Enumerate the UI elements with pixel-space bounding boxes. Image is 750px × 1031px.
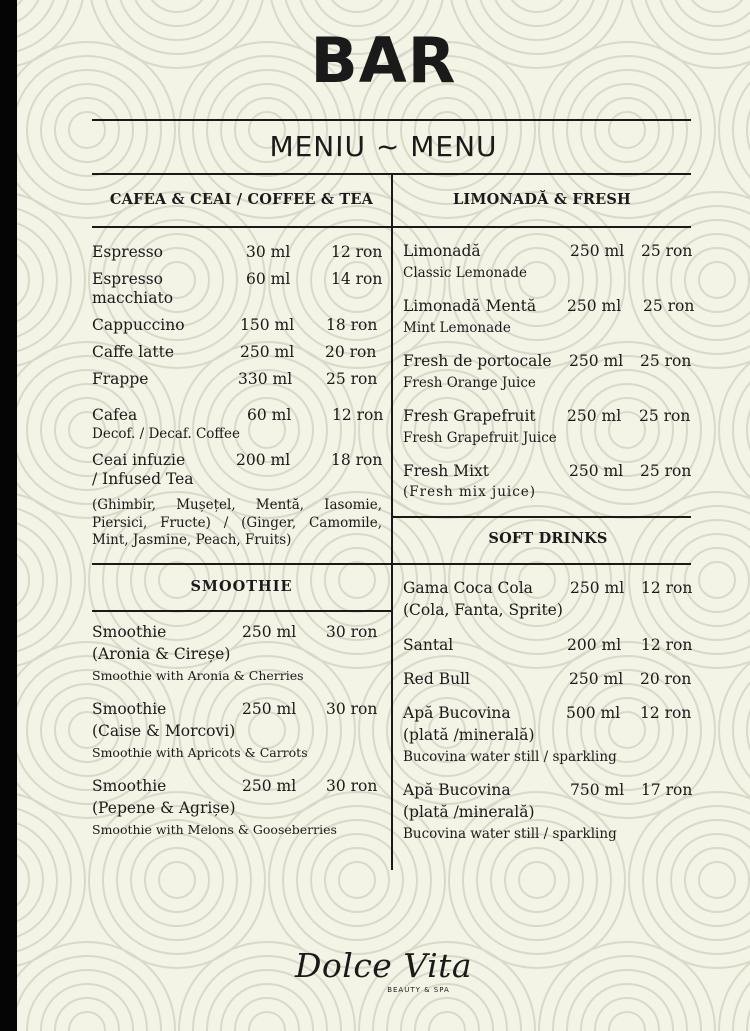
item-name: Fresh Mixt xyxy=(403,462,489,480)
item-name-line2: (plată /minerală) xyxy=(403,803,535,821)
item-name: Limonadă Mentă xyxy=(403,297,537,315)
item-name: Santal xyxy=(403,636,454,654)
item-price: 30 ron xyxy=(326,700,378,718)
item-price: 12 ron xyxy=(332,406,384,424)
item-english: Mint Lemonade xyxy=(403,320,511,336)
item-name-line2: macchiato xyxy=(92,289,174,307)
item-volume: 250 ml xyxy=(567,407,622,425)
item-name-line2: Decof. / Decaf. Coffee xyxy=(92,426,240,442)
top-divider xyxy=(92,119,691,121)
item-name: Smoothie xyxy=(92,777,167,795)
coffee-header-divider xyxy=(92,226,391,228)
item-price: 25 ron xyxy=(326,370,378,388)
item-volume: 60 ml xyxy=(246,270,291,288)
item-volume: 200 ml xyxy=(567,636,622,654)
item-name: Gama Coca Cola xyxy=(403,579,533,597)
page-title: BAR xyxy=(310,24,457,97)
item-price: 12 ron xyxy=(641,579,693,597)
item-volume: 250 ml xyxy=(240,343,295,361)
item-volume: 200 ml xyxy=(236,451,291,469)
item-name-line2: (Caise & Morcovi) xyxy=(92,722,236,740)
item-volume: 250 ml xyxy=(570,242,625,260)
item-price: 12 ron xyxy=(640,704,692,722)
item-name-line2: (Cola, Fanta, Sprite) xyxy=(403,601,563,619)
item-price: 20 ron xyxy=(325,343,377,361)
section-header-smoothie: SMOOTHIE xyxy=(190,578,293,595)
item-english: Classic Lemonade xyxy=(403,265,527,281)
item-price: 18 ron xyxy=(331,451,383,469)
soft-drinks-header-divider xyxy=(393,563,691,565)
item-price: 14 ron xyxy=(331,270,383,288)
item-price: 25 ron xyxy=(643,297,695,315)
section-header-lemonade-fresh: LIMONADĂ & FRESH xyxy=(453,191,631,208)
item-volume: 250 ml xyxy=(569,670,624,688)
item-english: Smoothie with Aronia & Cherries xyxy=(92,668,304,683)
item-name: Red Bull xyxy=(403,670,470,688)
column-divider xyxy=(391,173,393,870)
item-name: Ceai infuzie xyxy=(92,451,186,469)
logo-tagline: BEAUTY & SPA xyxy=(387,986,450,994)
item-price: 30 ron xyxy=(326,623,378,641)
item-price: 12 ron xyxy=(641,636,693,654)
item-name: Apă Bucovina xyxy=(403,781,511,799)
item-volume: 250 ml xyxy=(242,777,297,795)
item-english: Bucovina water still / sparkling xyxy=(403,749,617,765)
smoothie-top-divider xyxy=(92,563,391,565)
item-price: 30 ron xyxy=(326,777,378,795)
item-name: Limonadă xyxy=(403,242,481,260)
smoothie-header-divider xyxy=(92,610,391,612)
item-name: Apă Bucovina xyxy=(403,704,511,722)
item-volume: 330 ml xyxy=(238,370,293,388)
item-english: Smoothie with Apricots & Carrots xyxy=(92,745,308,760)
item-name: Cappuccino xyxy=(92,316,185,334)
item-price: 25 ron xyxy=(640,462,692,480)
item-english: Fresh Orange Juice xyxy=(403,375,536,391)
item-price: 17 ron xyxy=(641,781,693,799)
item-name-line2: (Aronia & Cireșe) xyxy=(92,645,231,663)
item-name: Caffe latte xyxy=(92,343,175,361)
lemonade-header-divider xyxy=(393,226,691,228)
item-volume: 250 ml xyxy=(242,623,297,641)
item-price: 12 ron xyxy=(331,243,383,261)
item-name: Espresso xyxy=(92,270,164,288)
item-name: Fresh de portocale xyxy=(403,352,552,370)
menu-subtitle: MENIU ~ MENU xyxy=(269,130,498,163)
item-volume: 250 ml xyxy=(570,579,625,597)
item-english: Fresh Grapefruit Juice xyxy=(403,430,557,446)
item-name: Smoothie xyxy=(92,623,167,641)
item-volume: 150 ml xyxy=(240,316,295,334)
item-name: Fresh Grapefruit xyxy=(403,407,536,425)
item-volume: 250 ml xyxy=(242,700,297,718)
dolce-vita-logo xyxy=(17,946,750,994)
item-price: 20 ron xyxy=(640,670,692,688)
soft-drinks-top-divider xyxy=(393,516,691,518)
item-name-line2: (plată /minerală) xyxy=(403,726,535,744)
item-name-line2: / Infused Tea xyxy=(92,470,194,488)
item-name: Espresso xyxy=(92,243,164,261)
item-name-line2: (Pepene & Agrișe) xyxy=(92,799,236,817)
section-header-coffee-tea: CAFEA & CEAI / COFFEE & TEA xyxy=(109,191,374,208)
item-volume: 250 ml xyxy=(569,462,624,480)
tea-flavors-note: (Ghimbir, Mușețel, Mentă, Iasomie, Piersici, Fructe) / (Ginger, Camomile, Mint, Jasmine, Peach, Fruits) xyxy=(92,497,382,549)
item-volume: 750 ml xyxy=(570,781,625,799)
item-price: 25 ron xyxy=(639,407,691,425)
item-volume: 250 ml xyxy=(569,352,624,370)
logo-wordmark: Dolce Vita xyxy=(294,946,473,985)
item-price: 25 ron xyxy=(641,242,693,260)
item-name: Cafea xyxy=(92,406,138,424)
item-volume: 500 ml xyxy=(566,704,621,722)
item-price: 25 ron xyxy=(640,352,692,370)
item-english: Bucovina water still / sparkling xyxy=(403,826,617,842)
item-volume: 60 ml xyxy=(247,406,292,424)
item-price: 18 ron xyxy=(326,316,378,334)
item-name: Smoothie xyxy=(92,700,167,718)
section-header-soft-drinks: SOFT DRINKS xyxy=(488,530,608,547)
item-english: Smoothie with Melons & Gooseberries xyxy=(92,822,337,837)
item-name: Frappe xyxy=(92,370,149,388)
item-volume: 250 ml xyxy=(567,297,622,315)
item-english: (Fresh mix juice) xyxy=(403,484,537,500)
item-volume: 30 ml xyxy=(246,243,291,261)
